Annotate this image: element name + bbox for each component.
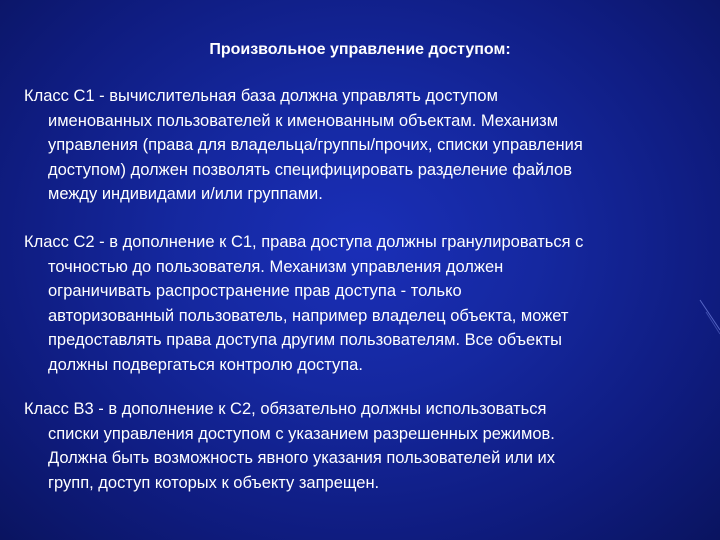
paragraph-line: Должна быть возможность явного указания пользователей или их xyxy=(48,449,556,467)
paragraph-line: доступом) должен позволять специфицировать разделение файлов xyxy=(48,160,572,179)
paragraph-line: должны подвергаться контролю доступа. xyxy=(48,355,363,374)
paragraph-class-c2 xyxy=(24,230,704,377)
paragraph-line: авторизованный пользователь, например владелец объекта, может xyxy=(48,306,569,325)
paragraph-line: точностью до пользователя. Механизм управления должен xyxy=(48,257,504,276)
paragraph-line: между индивидами и/или группами. xyxy=(48,185,323,203)
paragraph-line: Класс В3 - в дополнение к С2, обязательно должны использоваться xyxy=(24,400,547,418)
paragraph-line: ограничивать распространение прав доступа - только xyxy=(48,282,462,300)
paragraph-line: именованных пользователей к именованным объектам. Механизм xyxy=(48,111,559,130)
paragraph-line: предоставлять права доступа другим пользователям. Все объекты xyxy=(48,331,563,349)
paragraph-class-b3 xyxy=(24,397,704,495)
paragraph-class-c1 xyxy=(24,84,704,207)
paragraph-line: управления (права для владельца/группы/прочих, списки управления xyxy=(48,136,583,154)
slide-title: Произвольное управление доступом: xyxy=(209,41,511,58)
paragraph-line: Класс С1 - вычислительная база должна управлять доступом xyxy=(24,87,498,105)
paragraph-line: списки управления доступом с указанием разрешенных режимов. xyxy=(48,424,555,443)
paragraph-line: Класс С2 - в дополнение к С1, права доступа должны гранулироваться с xyxy=(24,233,584,251)
paragraph-line: групп, доступ которых к объекту запрещен. xyxy=(48,473,380,492)
